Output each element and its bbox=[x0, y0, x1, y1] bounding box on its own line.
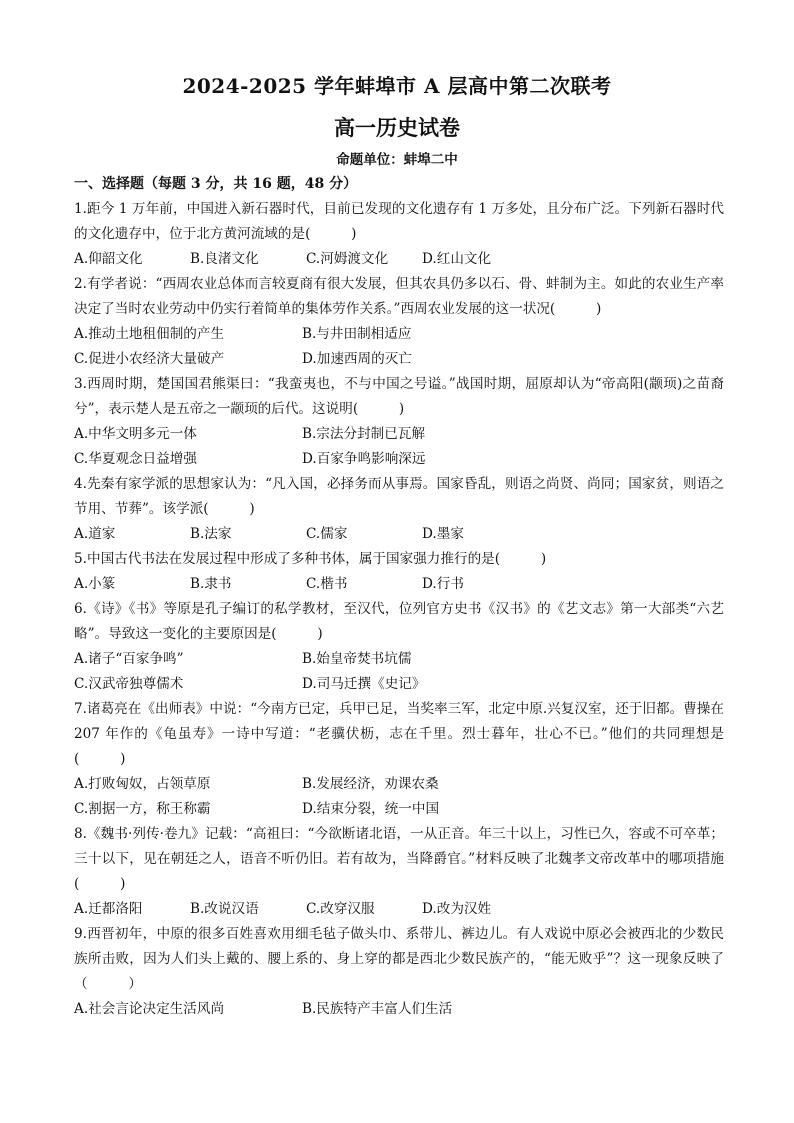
question-6-options bbox=[74, 647, 724, 697]
option: A.推动土地租佃制的产生 bbox=[74, 326, 225, 342]
question-4-options bbox=[74, 522, 724, 547]
option: D.红山文化 bbox=[422, 251, 492, 267]
option: C.河姆渡文化 bbox=[306, 251, 389, 267]
question-9-stem: 9.西晋初年，中原的很多百姓喜欢用细毛毡子做头巾、系带儿、裤边儿。有人戏说中原必会被西北的少数民族所击败，因为人们头上戴的、腰上系的、身上穿的都是西北少数民族产的，“能无败乎”？这一现象反映了（ ） bbox=[74, 926, 724, 992]
question-3-stem: 3.西周时期，楚国国君熊渠曰：“我蛮夷也，不与中国之号谥。”战国时期，屈原却认为“帝高阳(颛顼)之苗裔兮”，表示楚人是五帝之一颛顼的后代。这说明( ) bbox=[74, 376, 724, 417]
option: B.隶书 bbox=[190, 576, 232, 592]
option: A.中华文明多元一体 bbox=[74, 426, 197, 442]
question-8-options bbox=[74, 897, 724, 922]
option: A.道家 bbox=[74, 526, 116, 542]
option: A.迁都洛阳 bbox=[74, 901, 143, 917]
option: D.结束分裂，统一中国 bbox=[302, 801, 440, 817]
option: A.仰韶文化 bbox=[74, 251, 143, 267]
option: B.宗法分封制已瓦解 bbox=[302, 426, 426, 442]
option: C.儒家 bbox=[306, 526, 348, 542]
question-6-stem: 6.《诗》《书》等原是孔子编订的私学教材，至汉代，位列官方史书《汉书》的《艺文志》第一大部类“六艺略”。导致这一变化的主要原因是( ) bbox=[74, 601, 724, 642]
option: D.改为汉姓 bbox=[422, 901, 492, 917]
question-8-stem: 8.《魏书·列传·卷九》记载：“高祖曰：“今欲断诸北语，一从正音。年三十以上，习性已久，容或不可卒革；三十以下，见在朝廷之人，语音不听仍旧。若有故为，当降爵官。”材料反映了北魏孝文帝改革中的哪项措施( ) bbox=[74, 826, 724, 892]
option: B.良渚文化 bbox=[190, 251, 259, 267]
option: C.割据一方，称王称霸 bbox=[74, 801, 211, 817]
option: A.社会言论决定生活风尚 bbox=[74, 1001, 225, 1017]
question-5-stem: 5.中国古代书法在发展过程中形成了多种书体，属于国家强力推行的是( ) bbox=[74, 551, 547, 567]
section-heading: 一、选择题（每题 3 分，共 16 题，48 分） bbox=[74, 176, 358, 192]
option: D.墨家 bbox=[422, 526, 464, 542]
option: B.民族特产丰富人们生活 bbox=[302, 1001, 453, 1017]
option: B.改说汉语 bbox=[190, 901, 259, 917]
option: D.加速西周的灭亡 bbox=[302, 351, 412, 367]
exam-setter: 命题单位：蚌埠二中 bbox=[336, 152, 458, 168]
option: D.百家争鸣影响深远 bbox=[302, 451, 426, 467]
option: C.华夏观念日益增强 bbox=[74, 451, 197, 467]
option: C.改穿汉服 bbox=[306, 901, 375, 917]
option: D.司马迁撰《史记》 bbox=[302, 676, 426, 692]
option: B.始皇帝焚书坑儒 bbox=[302, 651, 412, 667]
option: B.发展经济，劝课农桑 bbox=[302, 776, 439, 792]
option: C.楷书 bbox=[306, 576, 348, 592]
question-9-options bbox=[74, 997, 724, 1022]
question-5-options bbox=[74, 572, 724, 597]
exam-title: 2024-2025 学年蚌埠市 A 层高中第二次联考 bbox=[182, 74, 612, 98]
option: B.法家 bbox=[190, 526, 232, 542]
exam-body bbox=[74, 172, 724, 1022]
exam-subject: 高一历史试卷 bbox=[334, 115, 460, 140]
option: A.打败匈奴，占领草原 bbox=[74, 776, 211, 792]
option: D.行书 bbox=[422, 576, 464, 592]
option: B.与井田制相适应 bbox=[302, 326, 412, 342]
option: C.促进小农经济大量破产 bbox=[74, 351, 225, 367]
option: A.诸子“百家争鸣” bbox=[74, 651, 184, 667]
option: C.汉武帝独尊儒术 bbox=[74, 676, 184, 692]
option: A.小篆 bbox=[74, 576, 116, 592]
question-1-options bbox=[74, 247, 724, 272]
question-2-options bbox=[74, 322, 724, 372]
question-7-stem: 7.诸葛亮在《出师表》中说：“今南方已定，兵甲已足，当奖率三军，北定中原.兴复汉室，还于旧都。曹操在 207 年作的《龟虽寿》一诗中写道：“老骥伏枥，志在千里。烈士暮年，壮心不已。”他们的共同理想是( ) bbox=[74, 701, 724, 767]
question-3-options bbox=[74, 422, 724, 472]
question-1-stem: 1.距今 1 万年前，中国进入新石器时代，目前已发现的文化遗存有 1 万多处，且分布广泛。下列新石器时代的文化遗存中，位于北方黄河流域的是( ) bbox=[74, 201, 724, 242]
question-4-stem: 4.先秦有家学派的思想家认为：“凡入国，必择务而从事焉。国家昏乱，则语之尚贤、尚同；国家贫，则语之节用、节葬”。该学派( ) bbox=[74, 476, 724, 517]
question-7-options bbox=[74, 772, 724, 822]
question-2-stem: 2.有学者说：“西周农业总体而言较夏商有很大发展，但其农具仍多以石、骨、蚌制为主。如此的农业生产率决定了当时农业劳动中仍实行着简单的集体劳作关系。”西周农业发展的这一状况( ) bbox=[74, 276, 724, 317]
